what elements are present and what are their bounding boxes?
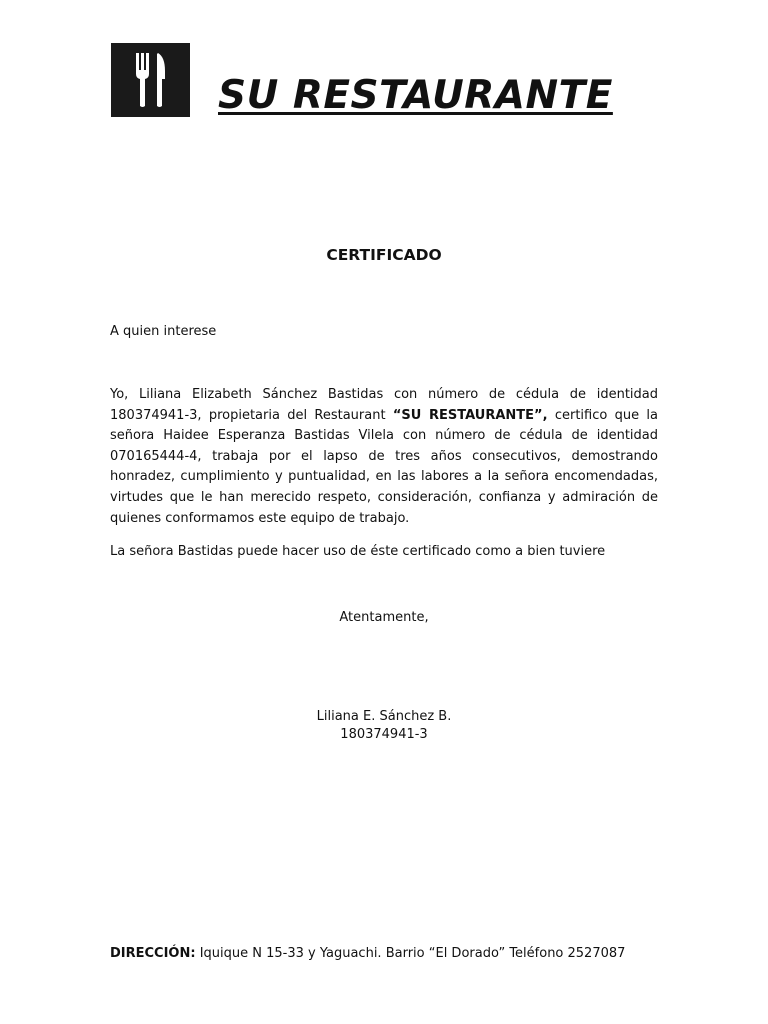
usage-statement: La señora Bastidas puede hacer uso de éste certificado como a bien tuviere [110, 544, 606, 559]
salutation: A quien interese [110, 324, 217, 339]
restaurant-logo [111, 43, 190, 117]
brand-name: SU RESTAURANTE [218, 73, 613, 118]
restaurant-name-emphasis: “SU RESTAURANTE”, [392, 407, 548, 423]
fork-knife-icon [111, 43, 190, 117]
signature-name: Liliana E. Sánchez B. [316, 709, 452, 724]
certificate-body [110, 385, 658, 529]
body-text-part2: certifico que la señora Haidee Esperanza Bastidas Vilela con número de cédula de identidad 070165444-4, trabaja por el lapso de tres años consecutivos, demostrando honradez, cumplimiento y puntualidad, en las labores a la señora encomendadas, virtudes que le han merecido respeto, consideración, confianza y admiración de quienes conformamos este equipo de trabajo. [110, 407, 658, 526]
footer-label: DIRECCIÓN: [110, 946, 196, 961]
footer-text: Iquique N 15-33 y Yaguachi. Barrio “El Dorado” Teléfono 2527087 [195, 946, 626, 961]
signature-id: 180374941-3 [340, 727, 428, 742]
document-title: CERTIFICADO [326, 246, 442, 264]
body-text-part1: Yo, Liliana Elizabeth Sánchez Bastidas con número de cédula de identidad 180374941-3, propietaria del Restaurant [110, 387, 658, 423]
footer-address [110, 946, 625, 961]
closing: Atentamente, [339, 610, 429, 625]
